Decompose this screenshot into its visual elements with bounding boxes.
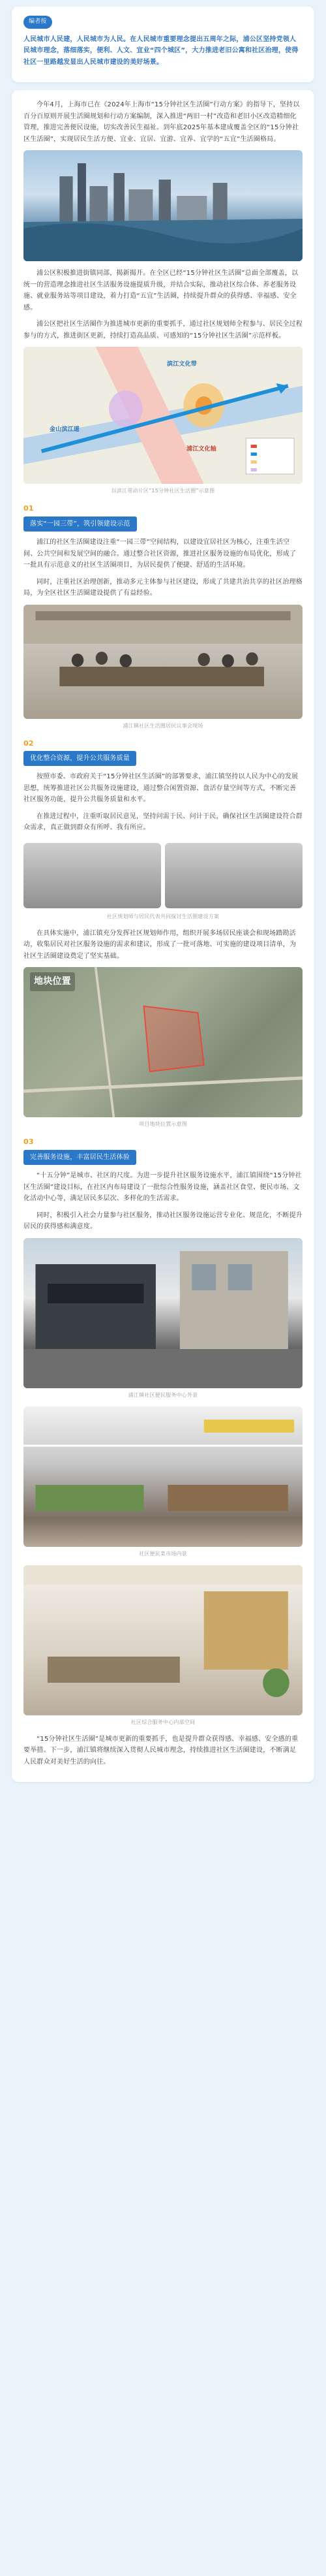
paragraph: “十五分钟”是城市、社区的尺度。为进一步提升社区服务设施水平，浦江镇围绕“15分钟社区生活圈”建设目标，在社区内布局建设了一批综合性服务设施，涵盖社区食堂、便民市场、文化活动中心等，满足居民多层次、多样化的生活需求。 [23, 1172, 302, 1202]
site-location-map [23, 967, 303, 1117]
part1-card [12, 90, 314, 1782]
map-label-riverside: 滨江文化带 [167, 361, 198, 368]
section-title: 完善服务设施，丰富居民生活体验 [23, 1150, 136, 1166]
photo-caption: 社区综合服务中心内部空间 [130, 1719, 196, 1725]
map-label-road: 金山滨江道 [50, 426, 80, 434]
paragraph: 浦公区积极推进街镇同部，揭新揭开。在全区已经“15分钟社区生活圈”总面全部覆盖，以统一的营造理念推进社区生活服务设施提质升级，并结合实际，推动社区综合体、养老服务设施、就业服务站等项目建设，着力打造“五宜”生活圈，持续提升群众的获得感、幸福感、安全感。 [23, 270, 299, 311]
section-number: 01 [23, 504, 34, 513]
section-01-header [23, 502, 303, 532]
service-center-exterior-photo [23, 1238, 303, 1388]
riverside-skyline-image [23, 150, 303, 261]
paragraph: 按照市委、市政府关于“15分钟社区生活圈”的部署要求，浦江镇坚持以人民为中心的发展思想，统筹推进社区公共服务设施建设，通过整合闲置资源、盘活存量空间等方式，不断完善社区服务功能，提升公共服务质量和水平。 [23, 773, 299, 804]
paragraph: 同时，注重社区治理创新，推动多元主体参与社区建设，形成了共建共治共享的社区治理格局，为全区社区生活圈建设提供了有益经验。 [23, 578, 303, 597]
meeting-illustration [23, 605, 303, 719]
photo-caption: 浦江镇社区生活圈居民议事会现场 [123, 722, 203, 729]
community-hall-photo [23, 1565, 303, 1715]
paragraph: 浦江的社区生活圈建设注重“一园三带”空间结构，以建设宜居社区为核心，注重生活空间、公共空间和发展空间的融合。通过整合社区资源，推进社区服务设施的布局优化，形成了一批具有示范意义的社区生活圈项目，为居民提供了便捷、舒适的生活环境。 [23, 539, 297, 569]
photo-caption: 社区规划师与居民代表共同探讨生活圈建设方案 [106, 913, 220, 919]
section-number: 03 [23, 1137, 34, 1147]
paragraph: 浦公区把社区生活圈作为推进城市更新的重要抓手，通过社区规划师全程参与、居民全过程参与的方式，推进街区更新，持续打造高品质、可感知的“15分钟社区生活圈”示范样板。 [23, 321, 303, 340]
map-caption: 项目地块位置示意图 [139, 1121, 187, 1128]
map-caption: 以滨江带动片区“15分钟社区生活圈”示意图 [111, 488, 215, 494]
photo-caption: 浦江镇社区便民服务中心外景 [128, 1391, 198, 1398]
section-03-header [23, 1136, 303, 1165]
street-illustration [23, 1238, 303, 1388]
workshop-photo-left [23, 843, 161, 908]
intro-lead: 人民城市人民建，人民城市为人民。在人民城市重要理念提出五周年之际，浦公区坚持党领人民城市理念，落细落实，便利、人文、宜业“四个城区”，大力推进老旧公寓和社区治理，使得社区一里路越发显出人民城市建设的美好场景。 [23, 35, 299, 66]
district-map-image [23, 347, 303, 484]
market-illustration [23, 1407, 303, 1547]
resident-meeting-photo [23, 605, 303, 719]
hall-illustration [23, 1565, 303, 1715]
section-02-header [23, 737, 303, 767]
paragraph: 今年4月，上海市已在《2024年上海市“15分钟社区生活圈”行动方案》的指导下，坚持以百分百原则开展生活圈规划和行动方案编制，深入推进“两旧一村”改造和老旧小区改造精细化管理，推进完善便民设施，切实改善民生福祉。到年底2025年基本建成覆盖全区的“15分钟社区生活圈”，实现居民生活方便、宜业、宜居、宜游、宜养、宜学的“五宜”生活圈格局。 [23, 101, 300, 143]
district-map [23, 347, 303, 484]
map-label-axis: 浦江文化轴 [186, 446, 217, 453]
paragraph: 在具体实施中，浦江镇充分发挥社区规划师作用，组织开展多场居民座谈会和现场踏勘活动，收集居民对社区服务设施的需求和建议，形成了一批可落地、可实施的建设项目清单，为社区生活圈建设奠定了坚实基础。 [23, 929, 297, 960]
photo-pair [23, 839, 303, 911]
section-title: 落实“一园三带”，筑引领建设示范 [23, 517, 137, 532]
skyline-illustration [23, 150, 303, 261]
editor-tag: 编者按 [23, 16, 52, 29]
paragraph: 在推进过程中，注重听取居民意见，坚持问需于民、问计于民，确保社区生活圈建设符合群众需求，真正做到群众有所呼、我有所应。 [23, 812, 303, 832]
paragraph: 同时，积极引入社会力量参与社区服务，推动社区服务设施运营专业化、规范化，不断提升居民的获得感和满意度。 [23, 1211, 303, 1230]
closing-paragraph: “15分钟社区生活圈”是城市更新的重要抓手，也是提升群众获得感、幸福感、安全感的重要举措。下一步，浦江镇将继续深入贯彻人民城市理念，持续推进社区生活圈建设，不断满足人民群众对美好生活的向往。 [23, 1735, 299, 1766]
article-page [0, 7, 326, 2576]
market-interior-photo [23, 1407, 303, 1547]
intro-card [12, 7, 314, 82]
section-title: 优化整合资源，提升公共服务质量 [23, 751, 136, 767]
section-number: 02 [23, 739, 34, 748]
photo-caption: 社区便民菜市场内景 [139, 1550, 187, 1557]
workshop-photo-right [165, 843, 303, 908]
site-map-title: 地块位置 [30, 972, 75, 991]
